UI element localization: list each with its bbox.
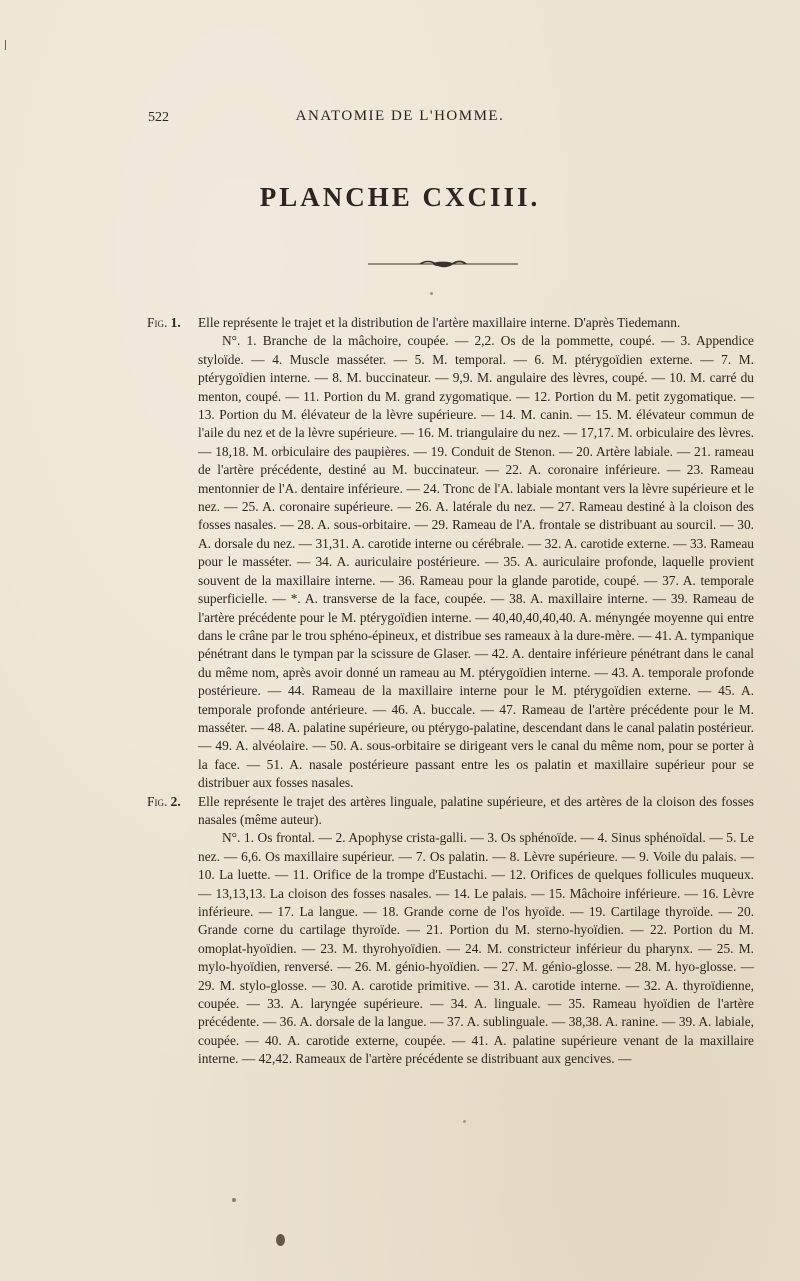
ink-blot (276, 1234, 285, 1246)
figure-1-label: Fig. 1. (147, 315, 181, 330)
ink-blot (430, 292, 433, 295)
body-text (147, 314, 754, 1069)
running-head: ANATOMIE DE L'HOMME. (295, 108, 505, 124)
figure-2-caption-text: Elle représente le trajet des artères linguale, palatine supérieure, et des artères de la cloison des fosses nasales (même auteur). (198, 793, 754, 827)
figure-2-legend: N°. 1. Os frontal. — 2. Apophyse crista-galli. — 3. Os sphénoïde. — 4. Sinus sphénoïdal. — 5. Le nez. — 6,6. Os maxillaire supérieur. — 7. Os palatin. — 8. Lèvre supérieure. — 9. Voile du palais. — 10. La luette. — 11. Orifice de la trompe d'Eustachi. — 12. Orifices de quelques follicules muqueux. — 13,13,13. La cloison des fosses nasales. — 14. Le palais. — 15. Mâchoire inférieure. — 16. Lèvre inférieure. — 17. La langue. — 18. Grande corne de l'os hyoïde. — 19. Cartilage thyroïde. — 20. Grande corne du cartilage thyroïde. — 21. Portion du M. sterno-hyoïdien. — 22. Portion du M. omoplat-hyoïdien. — 23. M. thyrohyoïdien. — 24. M. constricteur inférieur du pharynx. — 25. M. mylo-hyoïdien, renversé. — 26. M. génio-hyoïdien. — 27. M. génio-glosse. — 28. M. hyo-glosse. — 29. M. stylo-glosse. — 30. A. carotide primitive. — 31. A. carotide interne. — 32. A. thyroïdienne, coupée. — 33. A. laryngée supérieure. — 34. A. linguale. — 35. Rameau hyoïdien de l'artère précédente. — 36. A. dorsale de la langue. — 37. A. sublinguale. — 38,38. A. ranine. — 39. A. labiale, coupée. — 40. A. carotide externe, coupée. — 41. A. palatine supérieure venant de la maxillaire interne. — 42,42. Rameaux de l'artère précédente se distribuant aux gencives. — (198, 830, 754, 1067)
figure-1-caption (147, 314, 754, 332)
ink-blot (232, 1198, 236, 1202)
plate-title: PLANCHE CXCIII. (259, 182, 541, 212)
page-number: 522 (148, 110, 169, 125)
figure-2-label: Fig. 2. (147, 793, 181, 809)
edge-mark (5, 40, 6, 50)
figure-2-caption (147, 793, 754, 830)
figure-1-legend: N°. 1. Branche de la mâchoire, coupée. — 2,2. Os de la pommette, coupé. — 3. Appendice styloïde. — 4. Muscle masséter. — 5. M. temporal. — 6. M. ptérygoïdien externe. — 7. M. ptérygoïdien interne. — 8. M. buccinateur. — 9,9. M. angulaire des lèvres, coupé. — 10. M. carré du menton, coupé. — 11. Portion du M. grand zygomatique. — 12. Portion du M. petit zygomatique. — 13. Portion du M. élévateur de la lèvre supérieure. — 14. M. canin. — 15. M. élévateur commun de l'aile du nez et de la lèvre supérieure. — 16. M. triangulaire du nez. — 17,17. M. orbiculaire des lèvres. — 18,18. M. orbiculaire des paupières. — 19. Conduit de Stenon. — 20. Artère labiale. — 21. rameau de l'artère précédente, destiné au M. buccinateur. — 22. A. coronaire inférieure. — 23. Rameau mentonnier de l'A. dentaire inférieure. — 24. Tronc de l'A. labiale montant vers la lèvre supérieure et le nez. — 25. A. coronaire supérieure. — 26. A. latérale du nez. — 27. Rameau destiné à la cloison des fosses nasales. — 28. A. sous-orbitaire. — 29. Rameau de l'A. frontale se distribuant au sourcil. — 30. A. dorsale du nez. — 31,31. A. carotide interne ou cérébrale. — 32. A. carotide externe. — 33. Rameau pour le masséter. — 34. A. auriculaire postérieure. — 35. A. auriculaire profonde, laquelle provient souvent de la maxillaire interne. — 36. Rameau pour la glande parotide, coupé. — 37. A. temporale superficielle. — *. A. transverse de la face, coupée. — 38. A. maxillaire interne. — 39. Rameau de l'artère précédente pour le M. ptérygoïdien interne. — 40,40,40,40,40. A. ményngée moyenne qui entre dans le crâne par le trou sphéno-épineux, et distribue ses rameaux à la dure-mère. — 41. A. tympanique pénétrant dans le tympan par la scissure de Glaser. — 42. A. dentaire inférieure pénétrant dans le canal du même nom, après avoir donné un rameau au M. ptérygoïdien interne. — 43. A. temporale profonde postérieure. — 44. Rameau de la maxillaire interne pour le M. ptérygoïdien externe. — 45. A. temporale profonde antérieure. — 46. A. buccale. — 47. Rameau de l'artère précédente pour le M. masséter. — 48. A. palatine supérieure, ou ptérygo-palatine, descendant dans le canal palatin postérieur. — 49. A. alvéolaire. — 50. A. sous-orbitaire se dirigeant vers le canal du même nom, pour se porter à la face. — 51. A. nasale postérieure passant entre les os palatin et maxillaire supérieur pour se distribuer aux fosses nasales. (198, 333, 754, 791)
figure-1-caption-text: Elle représente le trajet et la distribution de l'artère maxillaire interne. D'après Tiedemann. (198, 315, 681, 330)
ink-blot (463, 1120, 466, 1123)
ornamental-rule-icon (368, 258, 518, 270)
